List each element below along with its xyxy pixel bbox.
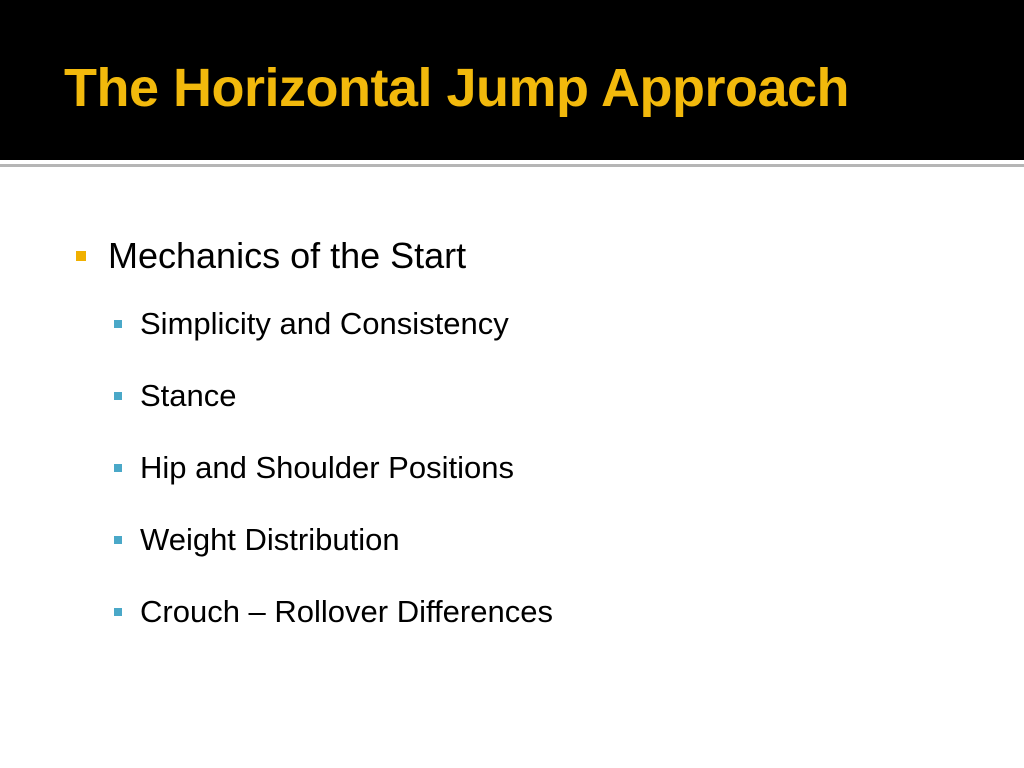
square-bullet-icon xyxy=(114,608,122,616)
sub-bullet-text: Hip and Shoulder Positions xyxy=(140,450,514,485)
sub-bullet-text: Weight Distribution xyxy=(140,522,400,557)
slide-body xyxy=(72,228,972,660)
bullet-item xyxy=(72,228,972,284)
sub-bullet-list xyxy=(72,300,972,660)
sub-bullet-item xyxy=(72,300,972,372)
sub-bullet-item xyxy=(72,588,972,660)
sub-bullet-text: Simplicity and Consistency xyxy=(140,306,509,341)
sub-bullet-text: Stance xyxy=(140,378,237,413)
sub-bullet-item xyxy=(72,372,972,444)
title-divider-shadow xyxy=(0,164,1024,167)
sub-bullet-item xyxy=(72,516,972,588)
bullet-text: Mechanics of the Start xyxy=(108,235,467,276)
sub-bullet-item xyxy=(72,444,972,516)
square-bullet-icon xyxy=(114,392,122,400)
title-bar xyxy=(0,0,1024,160)
square-bullet-icon xyxy=(114,320,122,328)
sub-bullet-text: Crouch – Rollover Differences xyxy=(140,594,553,629)
slide-title: The Horizontal Jump Approach xyxy=(64,58,850,118)
square-bullet-icon xyxy=(114,536,122,544)
square-bullet-icon xyxy=(114,464,122,472)
square-bullet-icon xyxy=(76,251,86,261)
